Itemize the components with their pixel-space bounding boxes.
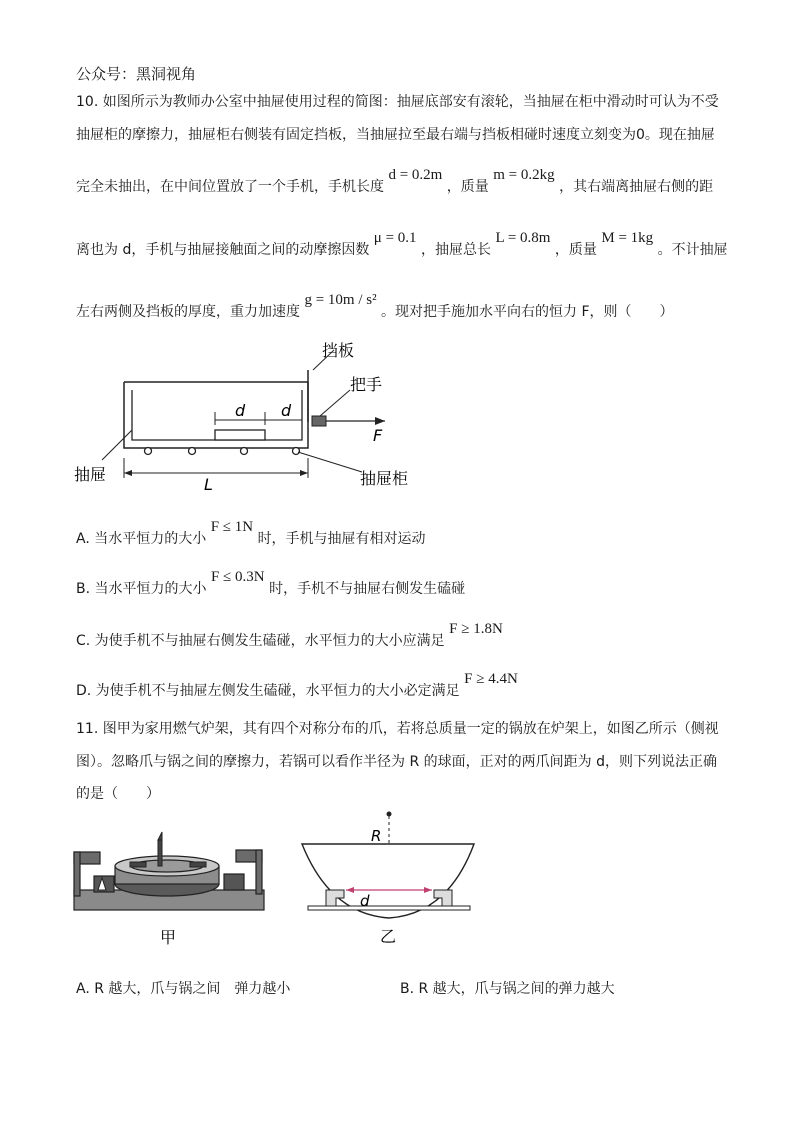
q10-math-m: m = 0.2kg bbox=[493, 167, 555, 183]
q10-line-3-text-c: ，其右端离抽屉右侧的距 bbox=[559, 179, 714, 195]
watermark-header: 公众号：黑洞视角 bbox=[76, 65, 197, 83]
q10-option-b[interactable] bbox=[76, 569, 466, 598]
caption-jia: 甲 bbox=[160, 928, 177, 947]
option-a-tail: 时，手机与抽屉有相对运动 bbox=[257, 531, 426, 547]
q10-line-5-text-b: 。现对把手施加水平向右的恒力 F，则（ ） bbox=[381, 304, 674, 320]
q11-line-1: 11. 图甲为家用燃气炉架，其有四个对称分布的爪，若将总质量一定的锅放在炉架上，如图乙所示（侧视 bbox=[76, 721, 719, 737]
q10-line-4-text-d: 。不计抽屉 bbox=[657, 242, 728, 258]
q10-option-a[interactable] bbox=[76, 519, 426, 548]
q10-line-2: 抽屉柜的摩擦力，抽屉柜右侧装有固定挡板，当抽屉拉至最右端与挡板相碰时速度立刻变为0。现在抽屉 bbox=[76, 127, 715, 143]
q10-line-3 bbox=[76, 167, 714, 196]
drawer-leader bbox=[102, 430, 132, 460]
q10-option-c[interactable] bbox=[76, 621, 503, 650]
handle-leader bbox=[320, 390, 350, 416]
option-b-math: F ≤ 0.3N bbox=[210, 569, 265, 585]
stove-figure-jia bbox=[70, 828, 270, 948]
q11-option-a[interactable]: A. R 越大，爪与锅之间 弹力越小 bbox=[76, 981, 291, 997]
option-a-text: A. 当水平恒力的大小 bbox=[76, 531, 207, 547]
q10-math-g: g = 10m / s² bbox=[304, 292, 377, 308]
q10-option-d[interactable] bbox=[76, 671, 518, 700]
q10-math-mu: μ = 0.1 bbox=[373, 230, 417, 246]
q10-line-4-text-c: ，质量 bbox=[554, 242, 597, 258]
option-c-math: F ≥ 1.8N bbox=[449, 621, 503, 637]
phone bbox=[215, 430, 265, 440]
q10-line-3-text-a: 完全未抽出，在中间位置放了一个手机，手机长度 bbox=[76, 179, 384, 195]
q10-line-4 bbox=[76, 230, 728, 259]
drawer-diagram bbox=[60, 330, 460, 500]
caption-yi: 乙 bbox=[380, 927, 397, 946]
option-b-text: B. 当水平恒力的大小 bbox=[76, 581, 207, 597]
option-a-math: F ≤ 1N bbox=[210, 519, 254, 535]
label-d2: d bbox=[281, 401, 292, 420]
label-distance-d: d bbox=[360, 892, 370, 910]
q10-line-5 bbox=[76, 292, 674, 321]
option-d-math: F ≥ 4.4N bbox=[464, 671, 518, 687]
label-cabinet: 抽屉柜 bbox=[360, 469, 409, 488]
pot-figure-yi bbox=[298, 806, 478, 946]
q10-line-3-text-b: ，质量 bbox=[446, 179, 489, 195]
stove-plate bbox=[308, 906, 470, 910]
label-force: F bbox=[373, 426, 383, 445]
label-handle: 把手 bbox=[350, 375, 383, 394]
label-length: L bbox=[204, 475, 213, 494]
option-d-text: D. 为使手机不与抽屉左侧发生磕碰，水平恒力的大小必定满足 bbox=[76, 683, 460, 699]
label-radius: R bbox=[371, 827, 382, 845]
q11-line-2: 图）。忽略爪与锅之间的摩擦力，若锅可以看作半径为 R 的球面，正对的两爪间距为 d，则下列说法正确 bbox=[76, 754, 717, 770]
q11-option-b[interactable]: B. R 越大，爪与锅之间的弹力越大 bbox=[400, 981, 615, 997]
label-d1: d bbox=[235, 401, 246, 420]
q10-math-M: M = 1kg bbox=[601, 230, 654, 246]
q10-line-5-text-a: 左右两侧及挡板的厚度，重力加速度 bbox=[76, 304, 300, 320]
label-baffle: 挡板 bbox=[322, 341, 355, 360]
option-c-text: C. 为使手机不与抽屉右侧发生磕碰，水平恒力的大小应满足 bbox=[76, 633, 445, 649]
label-drawer: 抽屉 bbox=[74, 465, 107, 484]
sphere-center bbox=[387, 812, 392, 817]
option-b-tail: 时，手机不与抽屉右侧发生磕碰 bbox=[269, 581, 466, 597]
q10-math-L: L = 0.8m bbox=[495, 230, 551, 246]
q11-line-3: 的是（ ） bbox=[76, 786, 160, 802]
q10-math-d: d = 0.2m bbox=[388, 167, 443, 183]
q10-line-4-text-a: 离也为 d，手机与抽屉接触面之间的动摩擦因数 bbox=[76, 242, 370, 258]
handle bbox=[312, 416, 326, 426]
q10-line-1: 10. 如图所示为教师办公室中抽屉使用过程的简图：抽屉底部安有滚轮，当抽屉在柜中滑动时可认为不受 bbox=[76, 94, 719, 110]
q10-line-4-text-b: ，抽屉总长 bbox=[421, 242, 492, 258]
